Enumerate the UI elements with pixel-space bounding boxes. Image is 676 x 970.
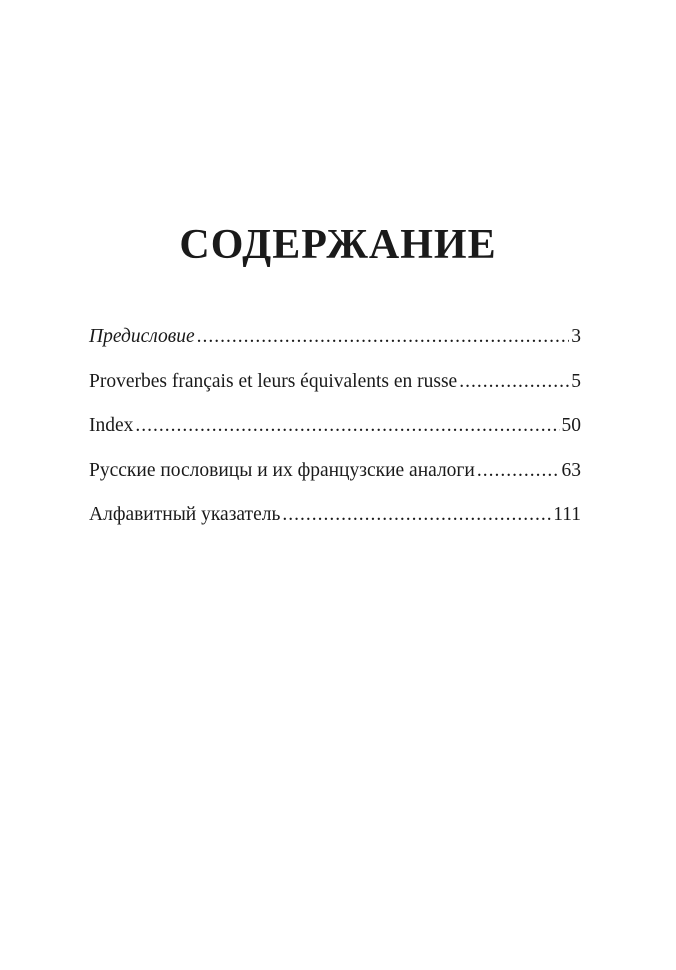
page-title: СОДЕРЖАНИЕ xyxy=(179,222,497,268)
toc-entry-label: Предисловие xyxy=(89,326,195,347)
toc-leader-dots xyxy=(135,412,559,440)
toc-entry-label: Proverbes français et leurs équivalents en russe xyxy=(89,370,458,392)
table-of-contents xyxy=(89,323,581,546)
toc-entry-russian-proverbs[interactable] xyxy=(89,457,581,502)
toc-leader-dots xyxy=(459,368,569,396)
toc-entry-page: 50 xyxy=(561,415,581,436)
toc-entry-index[interactable] xyxy=(89,412,581,457)
toc-entry-page: 5 xyxy=(571,370,581,392)
toc-entry-label: Русские пословицы и их французские аналоги xyxy=(89,459,475,481)
toc-leader-dots xyxy=(282,501,551,529)
toc-entry-page: 3 xyxy=(571,326,581,347)
toc-entry-page: 111 xyxy=(553,504,581,525)
toc-entry-page: 63 xyxy=(561,459,581,481)
toc-entry-label: Index xyxy=(89,415,134,436)
toc-entry-preface[interactable] xyxy=(89,323,581,368)
toc-entry-alphabetical-index[interactable] xyxy=(89,501,581,546)
toc-entry-french-proverbs[interactable] xyxy=(89,368,581,413)
toc-leader-dots xyxy=(477,457,560,485)
toc-entry-label: Алфавитный указатель xyxy=(89,504,281,525)
toc-leader-dots xyxy=(197,323,570,351)
